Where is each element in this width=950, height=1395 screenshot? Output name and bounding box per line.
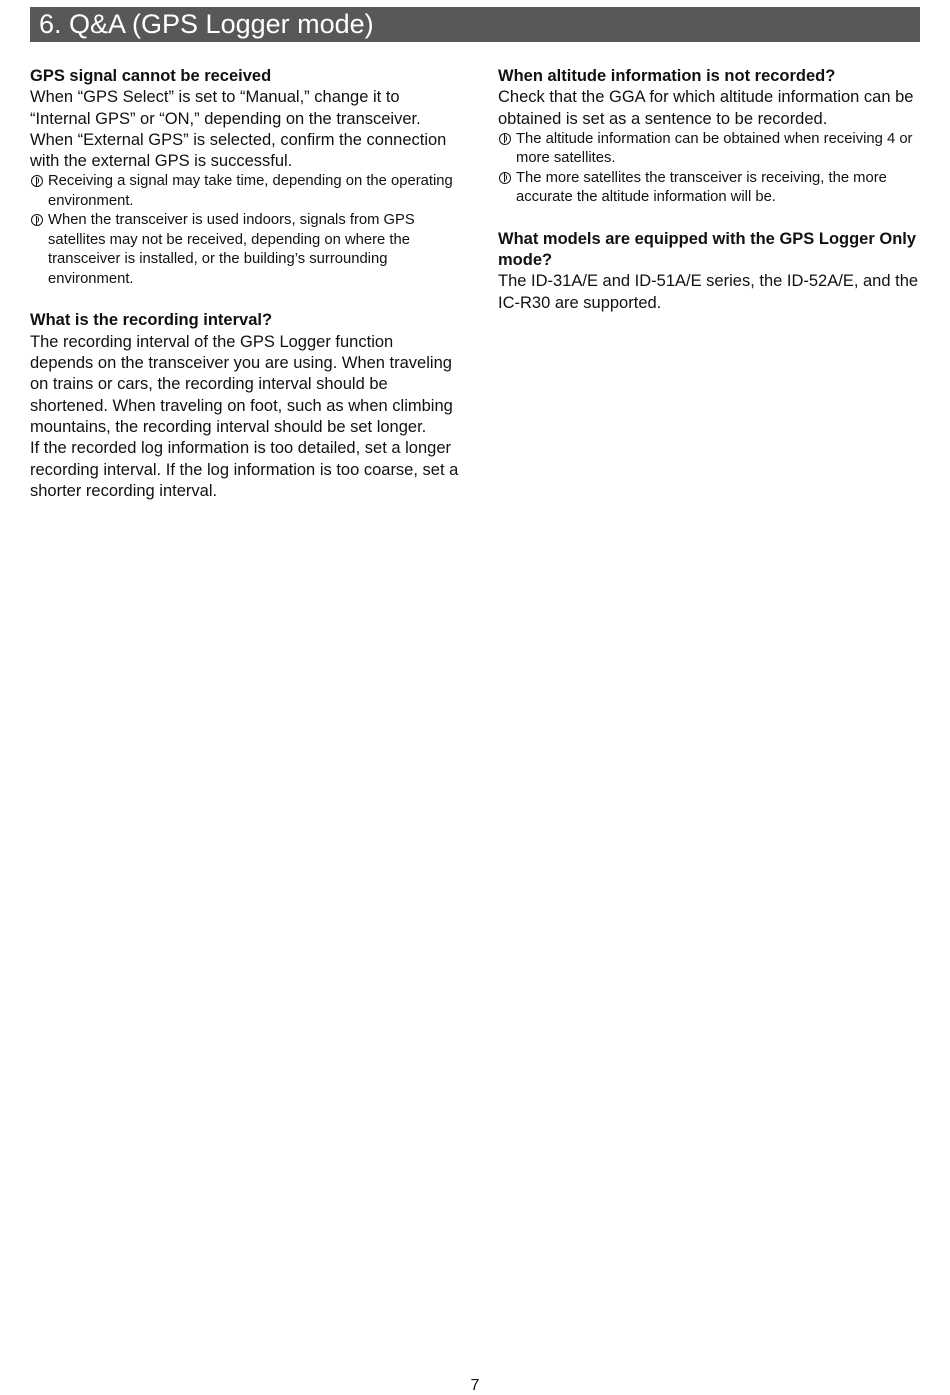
question-heading: GPS signal cannot be received — [30, 67, 272, 85]
right-column — [498, 66, 923, 335]
question-heading: What models are equipped with the GPS Logger Only mode? — [498, 229, 917, 270]
info-note — [498, 169, 923, 208]
left-column — [30, 66, 460, 523]
qa-recording-interval — [30, 310, 460, 502]
answer-paragraph: Check that the GGA for which altitude information can be obtained is set as a sentence to be recorded. — [498, 88, 914, 128]
question-heading: When altitude information is not recorded? — [498, 67, 836, 85]
qa-supported-models — [498, 229, 923, 314]
info-note — [30, 211, 460, 289]
info-note — [30, 172, 460, 211]
answer-paragraph: When “GPS Select” is set to “Manual,” change it to “Internal GPS” or “ON,” depending on the transceiver. When “External GPS” is selected, confirm the connection with the external GPS is successful. — [30, 88, 447, 171]
answer-paragraph: If the recorded log information is too detailed, set a longer recording interval. If the log information is too coarse, set a shorter recording interval. — [30, 439, 459, 500]
note-text: When the transceiver is used indoors, signals from GPS satellites may not be received, depending on where the transceiver is installed, or the building’s surrounding environment. — [48, 212, 415, 287]
info-note — [498, 130, 923, 169]
question-heading: What is the recording interval? — [30, 311, 273, 330]
qa-altitude — [498, 66, 923, 208]
qa-gps-signal — [30, 66, 460, 289]
section-title: 6. Q&A (GPS Logger mode) — [30, 7, 920, 42]
note-text: Receiving a signal may take time, depending on the operating environment. — [48, 173, 453, 209]
info-note-icon — [499, 172, 511, 184]
info-note-icon — [31, 175, 43, 187]
page-number: 7 — [470, 1377, 480, 1394]
note-text: The more satellites the transceiver is receiving, the more accurate the altitude information will be. — [516, 169, 887, 206]
answer-paragraph: The recording interval of the GPS Logger function depends on the transceiver you are using. When traveling on trains or cars, the recording interval should be shortened. When traveling on foot, such as when climbing mountains, the recording interval should be set longer. — [30, 332, 453, 436]
info-note-icon — [31, 214, 43, 226]
note-text: The altitude information can be obtained when receiving 4 or more satellites. — [516, 130, 913, 167]
answer-paragraph: The ID-31A/E and ID-51A/E series, the ID-52A/E, and the IC-R30 are supported. — [498, 272, 919, 312]
info-note-icon — [499, 133, 511, 145]
